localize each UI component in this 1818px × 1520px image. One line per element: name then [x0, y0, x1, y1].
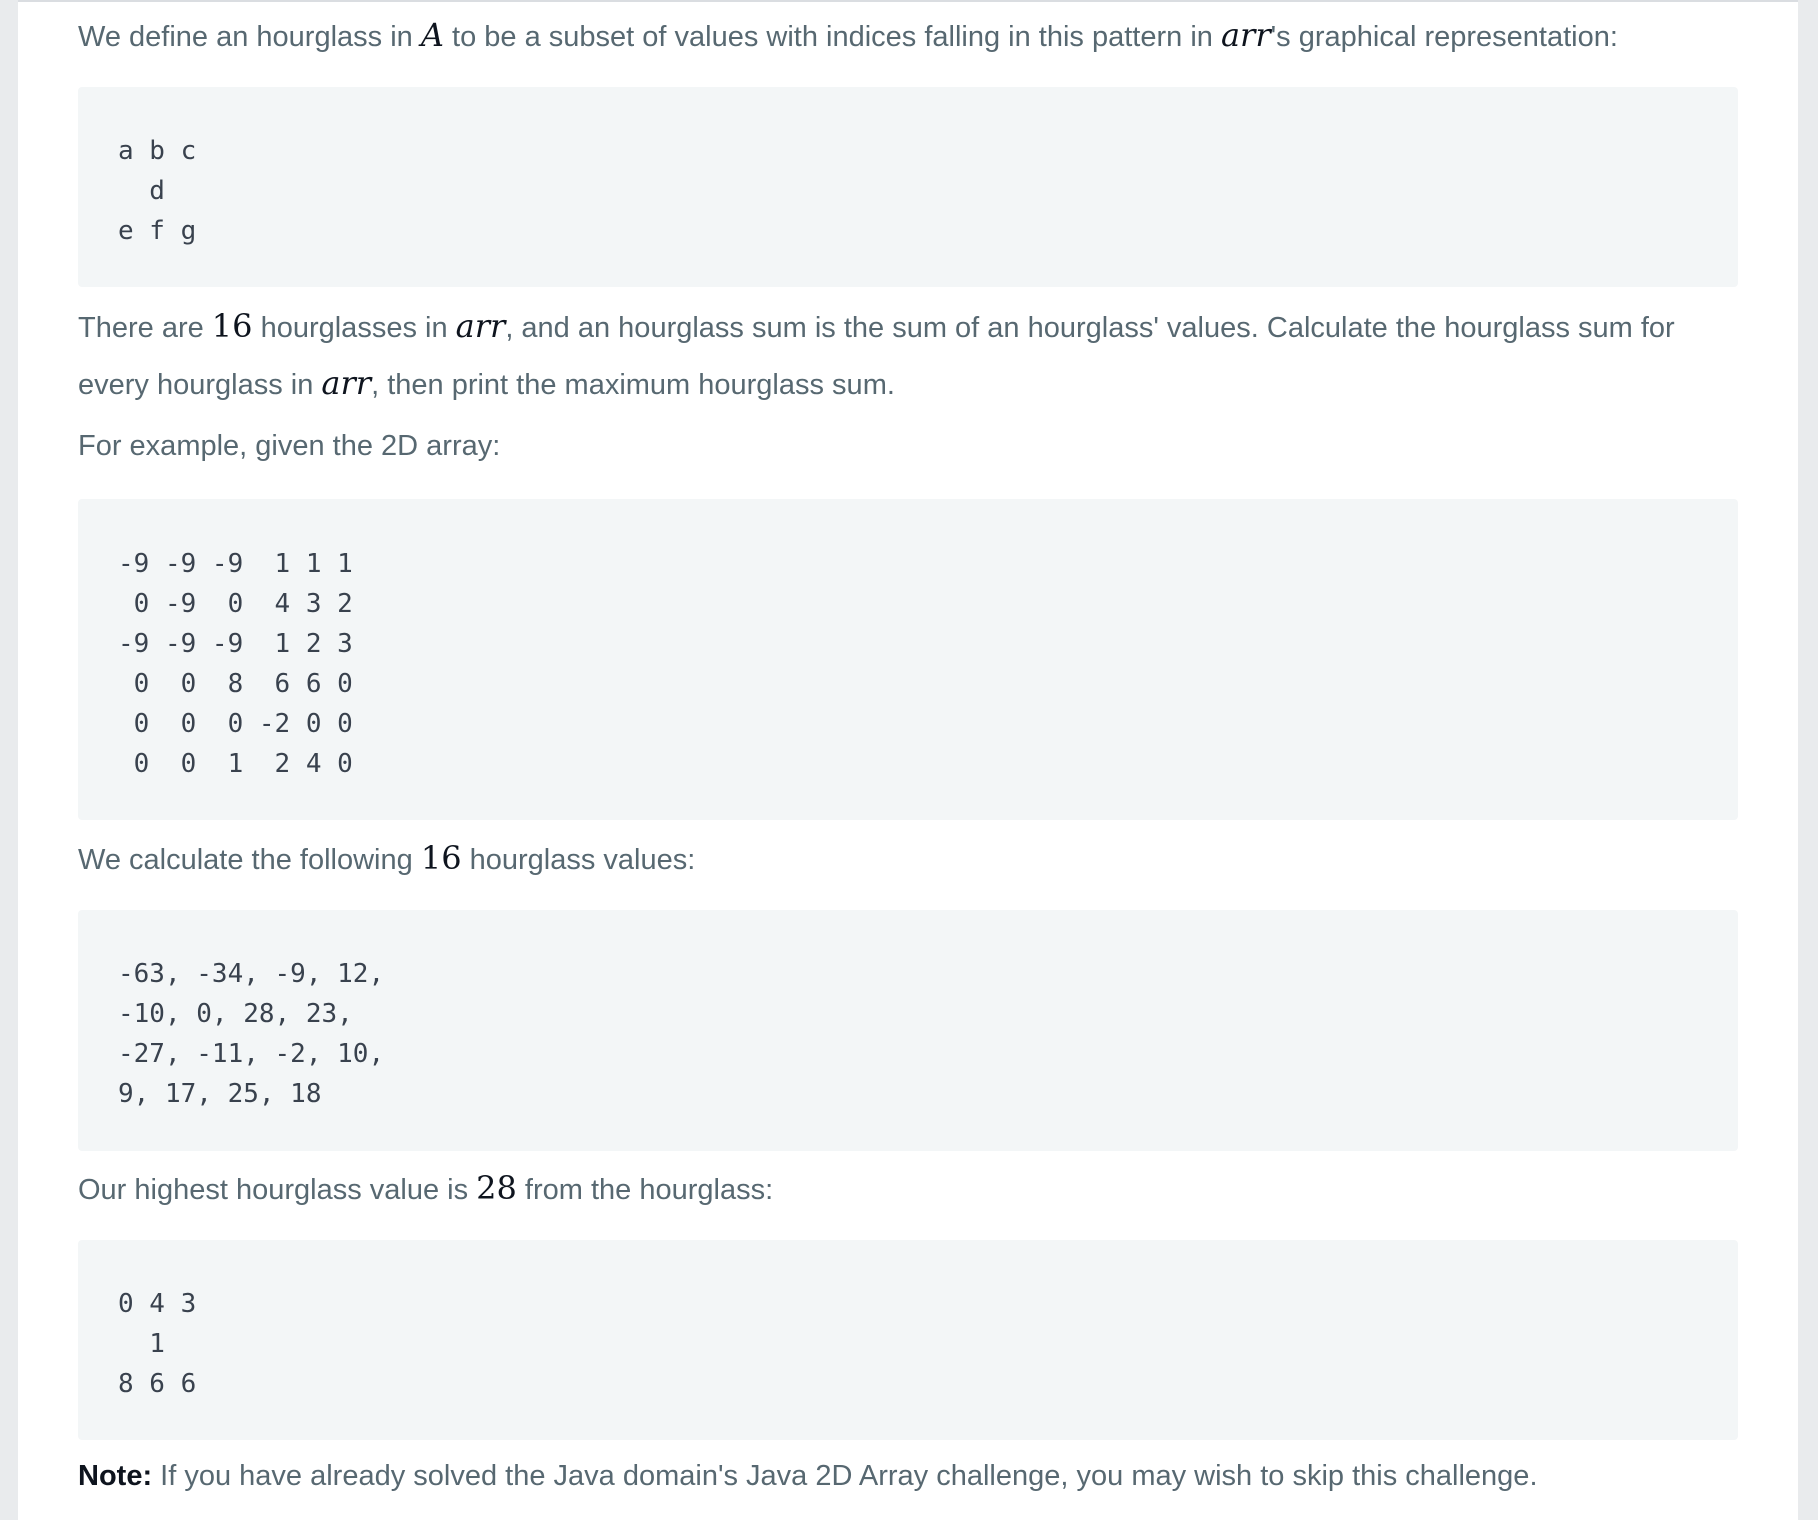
math-A: A [420, 16, 444, 54]
example-intro-text: For example, given the 2D array: [78, 430, 501, 462]
values-code: -63, -34, -9, 12, -10, 0, 28, 23, -27, -11, -2, 10, 9, 17, 25, 18 [118, 959, 385, 1109]
problem-statement-page [18, 0, 1798, 1520]
best-hourglass-code-block [78, 1240, 1738, 1440]
highest-value-text: Our highest hourglass value is 28 from the hourglass: [78, 1169, 774, 1207]
array-code: -9 -9 -9 1 1 1 0 -9 0 4 3 2 -9 -9 -9 1 2 3 0 0 8 6 6 0 0 0 0 -2 0 0 0 0 1 2 4 0 [118, 549, 353, 779]
values-code-block [78, 910, 1738, 1151]
pattern-code-block [78, 87, 1738, 287]
note-label: Note: [78, 1460, 153, 1492]
pattern-code: a b c d e f g [118, 136, 197, 246]
hourglass-definition-text: We define an hourglass in A to be a subset of values with indices falling in this pattern in arr's graphical representation: [78, 16, 1618, 54]
math-arr: arr [1220, 16, 1271, 54]
note-text: Note: If you have already solved the Java domain's Java 2D Array challenge, you may wish to skip this challenge. [78, 1460, 1538, 1492]
calculated-values-text: We calculate the following 16 hourglass values: [78, 839, 696, 877]
hourglass-task-text: every hourglass in arr, then print the maximum hourglass sum. [78, 364, 895, 402]
best-hourglass-code: 0 4 3 1 8 6 6 [118, 1289, 197, 1399]
hourglass-count-text: There are 16 hourglasses in arr, and an hourglass sum is the sum of an hourglass' values. Calculate the hourglass sum for [78, 307, 1675, 345]
array-code-block [78, 499, 1738, 820]
